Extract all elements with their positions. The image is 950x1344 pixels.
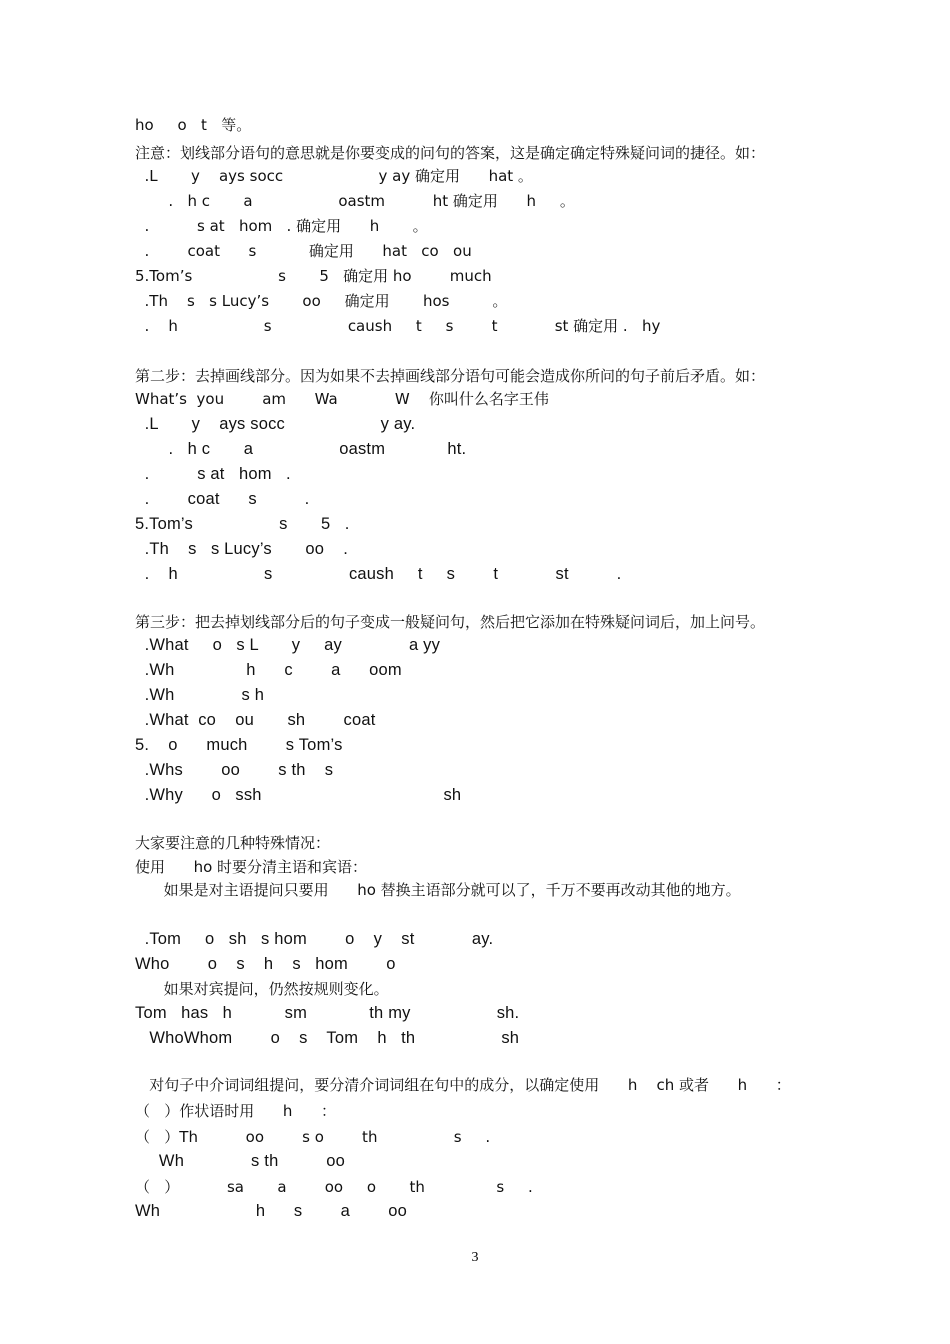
page-number: 3 bbox=[471, 1250, 479, 1265]
text-line: Tom has h sm th my sh. bbox=[135, 1004, 520, 1022]
text-line: （ ）作状语时用 h ： bbox=[135, 1102, 337, 1120]
text-line: Wh s th oo bbox=[135, 1152, 346, 1170]
text-line: Who o s h s hom o bbox=[135, 955, 396, 973]
text-line: .Wh s h bbox=[135, 686, 265, 704]
text-line: . coat s 确定用 hat co ou bbox=[135, 242, 472, 260]
text-line: .What co ou sh coat bbox=[135, 711, 376, 729]
text-line: .L y ays socc y ay. bbox=[135, 415, 416, 433]
text-line: 第二步：去掉画线部分。因为如果不去掉画线部分语句可能会造成你所问的句子前后矛盾。如： bbox=[135, 367, 766, 385]
text-line: 注意：划线部分语句的意思就是你要变成的问句的答案，这是确定确定特殊疑问词的捷径。如： bbox=[135, 144, 766, 162]
text-line: .Th s s Lucy’s oo 确定用 hos 。 bbox=[135, 292, 508, 310]
text-line: 如果对宾提问，仍然按规则变化。 bbox=[135, 980, 389, 998]
text-line: （ ）Th oo s o th s . bbox=[135, 1128, 491, 1146]
text-line: 使用 ho 时要分清主语和宾语： bbox=[135, 858, 368, 876]
text-line: . h c a oastm ht. bbox=[135, 440, 467, 458]
text-line: 5. o much s Tom’s bbox=[135, 736, 343, 754]
text-line: 对句子中介词词组提问，要分清介词词组在句中的成分，以确定使用 h ch 或者 h ： bbox=[135, 1076, 791, 1094]
text-line: WhoWhom o s Tom h th sh bbox=[135, 1029, 520, 1047]
text-line: 大家要注意的几种特殊情况： bbox=[135, 834, 331, 852]
text-line: . h c a oastm ht 确定用 h 。 bbox=[135, 192, 575, 210]
text-line: 5.Tom’s s 5 确定用 ho much bbox=[135, 267, 492, 285]
text-line: What’s you am Wa W 你叫什么名字王伟 bbox=[135, 390, 549, 408]
text-line: .Tom o sh s hom o y st ay. bbox=[135, 930, 494, 948]
text-line: . h s caush t s t st . bbox=[135, 565, 622, 583]
text-line: .Wh h c a oom bbox=[135, 661, 402, 679]
text-line: ho o t 等。 bbox=[135, 116, 252, 134]
text-line: 第三步：把去掉划线部分后的句子变成一般疑问句，然后把它添加在特殊疑问词后，加上问号。 bbox=[135, 613, 766, 631]
text-line: .L y ays socc y ay 确定用 hat 。 bbox=[135, 167, 533, 185]
text-line: . coat s . bbox=[135, 490, 310, 508]
text-line: . s at hom . bbox=[135, 465, 291, 483]
text-line: 如果是对主语提问只要用 ho 替换主语部分就可以了，千万不要再改动其他的地方。 bbox=[135, 881, 741, 899]
text-line: .Why o ssh sh bbox=[135, 786, 462, 804]
text-line: （ ） sa a oo o th s . bbox=[135, 1178, 533, 1196]
text-line: .Th s s Lucy’s oo . bbox=[135, 540, 349, 558]
text-line: 5.Tom’s s 5 . bbox=[135, 515, 350, 533]
text-line: Wh h s a oo bbox=[135, 1202, 408, 1220]
text-line: . s at hom . 确定用 h 。 bbox=[135, 217, 428, 235]
text-line: .What o s L y ay a yy bbox=[135, 636, 441, 654]
text-line: .Whs oo s th s bbox=[135, 761, 334, 779]
text-line: . h s caush t s t st 确定用 . hy bbox=[135, 317, 661, 335]
